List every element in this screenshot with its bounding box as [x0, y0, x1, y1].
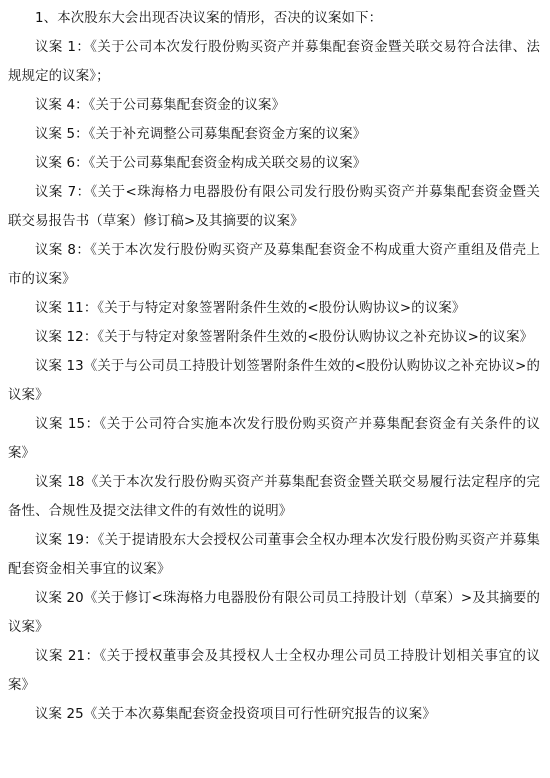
motion-item-12: 议案 12：《关于与特定对象签署附条件生效的<股份认购协议之补充协议>的议案》: [35, 330, 534, 345]
motion-item-1: 议案 1：《关于公司本次发行股份购买资产并募集配套资金暨关联交易符合法律、法规规定的议案》；: [8, 40, 540, 84]
motion-item-21: 议案 21：《关于授权董事会及其授权人士全权办理公司员工持股计划相关事宜的议案》: [8, 649, 540, 693]
motion-item-7: 议案 7：《关于<珠海格力电器股份有限公司发行股份购买资产并募集配套资金暨关联交易报告书（草案）修订稿>及其摘要的议案》: [8, 185, 540, 229]
motion-item-6: 议案 6：《关于公司募集配套资金构成关联交易的议案》: [35, 156, 367, 171]
motion-item-18: 议案 18《关于本次发行股份购买资产并募集配套资金暨关联交易履行法定程序的完备性、合规性及提交法律文件的有效性的说明》: [8, 475, 540, 519]
motion-item-19: 议案 19：《关于提请股东大会授权公司董事会全权办理本次发行股份购买资产并募集配套资金相关事宜的议案》: [8, 533, 540, 577]
intro-paragraph: 1、本次股东大会出现否决议案的情形，否决的议案如下：: [35, 11, 383, 26]
motion-item-13: 议案 13《关于与公司员工持股计划签署附条件生效的<股份认购协议之补充协议>的议案》: [8, 359, 540, 403]
motion-item-5: 议案 5：《关于补充调整公司募集配套资金方案的议案》: [35, 127, 367, 142]
motion-item-4: 议案 4：《关于公司募集配套资金的议案》: [35, 98, 286, 113]
motion-item-20: 议案 20《关于修订<珠海格力电器股份有限公司员工持股计划（草案）>及其摘要的议案》: [8, 591, 540, 635]
motion-item-15: 议案 15：《关于公司符合实施本次发行股份购买资产并募集配套资金有关条件的议案》: [8, 417, 540, 461]
motion-item-11: 议案 11：《关于与特定对象签署附条件生效的<股份认购协议>的议案》: [35, 301, 466, 316]
motion-item-25: 议案 25《关于本次募集配套资金投资项目可行性研究报告的议案》: [35, 707, 436, 722]
motion-item-8: 议案 8：《关于本次发行股份购买资产及募集配套资金不构成重大资产重组及借壳上市的议案》: [8, 243, 540, 287]
